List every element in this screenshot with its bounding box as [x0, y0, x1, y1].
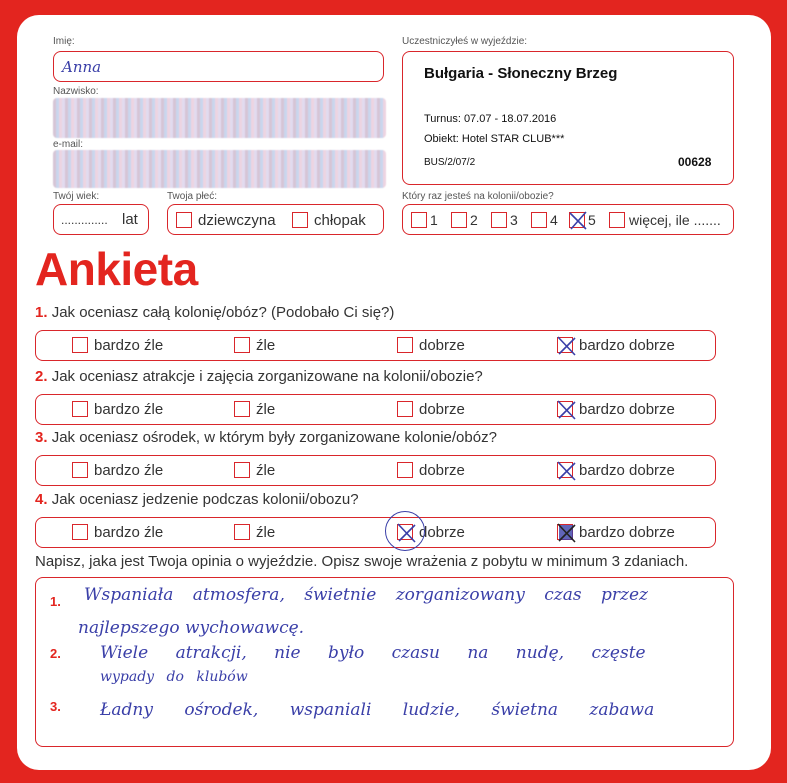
answer-option[interactable]	[397, 336, 465, 354]
checkbox[interactable]	[234, 524, 250, 540]
answer-option[interactable]	[234, 336, 275, 354]
answer-option[interactable]	[557, 400, 675, 418]
surname-label: Nazwisko:	[53, 86, 99, 97]
option-label: bardzo dobrze	[579, 400, 675, 418]
answer-option[interactable]	[72, 336, 163, 354]
question-4	[35, 491, 359, 508]
option-label: bardzo źle	[94, 400, 164, 418]
option-label: dobrze	[419, 523, 465, 541]
option-label: bardzo źle	[94, 336, 164, 354]
email-label: e-mail:	[53, 139, 84, 150]
checkbox-checked[interactable]	[569, 212, 585, 228]
answer-option[interactable]	[397, 461, 465, 479]
question-1	[35, 304, 394, 321]
gender-option-girl[interactable]: dziewczyna	[176, 211, 276, 229]
trip-bus: BUS/2/07/2	[424, 157, 476, 168]
checkbox[interactable]	[234, 401, 250, 417]
checkbox[interactable]	[397, 337, 413, 353]
gender-field	[167, 204, 384, 235]
checkbox[interactable]	[72, 401, 88, 417]
question-text: Jak oceniasz jedzenie podczas kolonii/obozu?	[51, 491, 359, 508]
checkbox[interactable]	[292, 212, 308, 228]
scribble-mark-icon	[555, 521, 579, 545]
survey-title: Ankieta	[35, 243, 198, 295]
circle-mark-icon	[385, 511, 425, 551]
answer-row-3	[35, 455, 716, 486]
checkbox[interactable]	[397, 401, 413, 417]
answer-option[interactable]	[557, 336, 675, 354]
checkbox[interactable]	[531, 212, 547, 228]
question-number: 2.	[35, 368, 48, 385]
times-option-1[interactable]: 1	[411, 211, 438, 228]
answer-option[interactable]	[72, 461, 163, 479]
checkbox[interactable]	[72, 337, 88, 353]
option-label: źle	[256, 523, 276, 541]
trip-info-box	[402, 51, 734, 185]
times-option-5[interactable]: 5	[569, 211, 596, 228]
checkbox[interactable]	[234, 337, 250, 353]
answer-option[interactable]	[557, 461, 675, 479]
times-option-more[interactable]: więcej, ile .......	[609, 211, 721, 228]
opinion-line: Wiele atrakcji, nie było czasu na nudę, częste	[100, 643, 646, 663]
checkbox[interactable]	[397, 462, 413, 478]
checkbox-checked[interactable]	[557, 337, 573, 353]
age-label: Twój wiek:	[53, 191, 100, 202]
question-number: 3.	[35, 429, 48, 446]
checkbox-checked[interactable]	[557, 401, 573, 417]
option-label: bardzo źle	[94, 523, 164, 541]
checkbox[interactable]	[72, 524, 88, 540]
checkbox[interactable]	[72, 462, 88, 478]
times-option-2[interactable]: 2	[451, 211, 478, 228]
option-label: dobrze	[419, 400, 465, 418]
email-redacted	[53, 150, 386, 188]
checkbox[interactable]	[451, 212, 467, 228]
question-3	[35, 429, 497, 446]
opinion-line: Wspaniała atmosfera, świetnie zorganizowany czas przez	[84, 585, 648, 605]
question-text: Jak oceniasz atrakcje i zajęcia zorganizowane na kolonii/obozie?	[51, 368, 483, 385]
option-label: źle	[256, 400, 276, 418]
answer-row-2	[35, 394, 716, 425]
checkbox[interactable]	[609, 212, 625, 228]
answer-option[interactable]	[397, 523, 465, 541]
option-label: bardzo źle	[94, 461, 164, 479]
checkbox-checked[interactable]	[557, 462, 573, 478]
option-label: źle	[256, 336, 276, 354]
answer-option[interactable]	[72, 400, 163, 418]
check-mark-icon	[555, 398, 579, 422]
times-field	[402, 204, 734, 235]
trip-destination: Bułgaria - Słoneczny Brzeg	[424, 65, 618, 82]
option-label: bardzo dobrze	[579, 461, 675, 479]
trip-label: Uczestniczyłeś w wyjeździe:	[402, 36, 528, 47]
answer-option[interactable]	[234, 461, 275, 479]
opinion-prompt: Napisz, jaka jest Twoja opinia o wyjeździe. Opisz swoje wrażenia z pobytu w minimum 3 zdaniach.	[35, 553, 689, 570]
answer-row-1	[35, 330, 716, 361]
name-field[interactable]	[53, 51, 384, 82]
option-label: bardzo dobrze	[579, 336, 675, 354]
trip-number: 00628	[678, 155, 712, 169]
age-dots: ..............	[61, 213, 108, 227]
answer-option[interactable]	[557, 523, 675, 541]
option-label: dobrze	[419, 461, 465, 479]
opinion-num-2: 2.	[50, 646, 61, 661]
age-field[interactable]	[53, 204, 149, 235]
option-label: bardzo dobrze	[579, 523, 675, 541]
question-number: 4.	[35, 491, 48, 508]
name-label: Imię:	[53, 36, 75, 47]
opinion-num-1: 1.	[50, 594, 61, 609]
option-label: źle	[256, 461, 276, 479]
gender-option-boy[interactable]: chłopak	[292, 211, 366, 229]
check-mark-icon	[555, 334, 579, 358]
answer-option[interactable]	[234, 400, 275, 418]
checkbox[interactable]	[491, 212, 507, 228]
question-2	[35, 368, 483, 385]
checkbox[interactable]	[176, 212, 192, 228]
surname-redacted	[53, 98, 386, 138]
gender-label: Twoja płeć:	[167, 191, 218, 202]
answer-option[interactable]	[397, 400, 465, 418]
opinion-line: najlepszego wychowawcę.	[78, 618, 305, 638]
age-unit: lat	[122, 211, 138, 228]
question-text: Jak oceniasz całą kolonię/obóz? (Podobało Ci się?)	[51, 304, 395, 321]
question-number: 1.	[35, 304, 48, 321]
answer-option[interactable]	[72, 523, 163, 541]
trip-obiekt: Obiekt: Hotel STAR CLUB***	[424, 133, 565, 145]
check-mark-icon	[567, 209, 589, 233]
name-value: Anna	[62, 58, 102, 76]
checkbox[interactable]	[234, 462, 250, 478]
opinion-line: Ładny ośrodek, wspaniali ludzie, świetna zabawa	[100, 700, 655, 720]
opinion-num-3: 3.	[50, 699, 61, 714]
checkbox-checked[interactable]	[557, 524, 573, 540]
answer-row-4	[35, 517, 716, 548]
times-option-4[interactable]: 4	[531, 211, 558, 228]
check-mark-icon	[555, 459, 579, 483]
trip-turnus: Turnus: 07.07 - 18.07.2016	[424, 113, 557, 125]
option-label: dobrze	[419, 336, 465, 354]
times-option-3[interactable]: 3	[491, 211, 518, 228]
opinion-line: wypady do klubów	[100, 669, 248, 685]
question-text: Jak oceniasz ośrodek, w którym były zorganizowane kolonie/obóz?	[51, 429, 497, 446]
answer-option[interactable]	[234, 523, 275, 541]
times-label: Który raz jesteś na kolonii/obozie?	[402, 191, 554, 202]
checkbox[interactable]	[411, 212, 427, 228]
